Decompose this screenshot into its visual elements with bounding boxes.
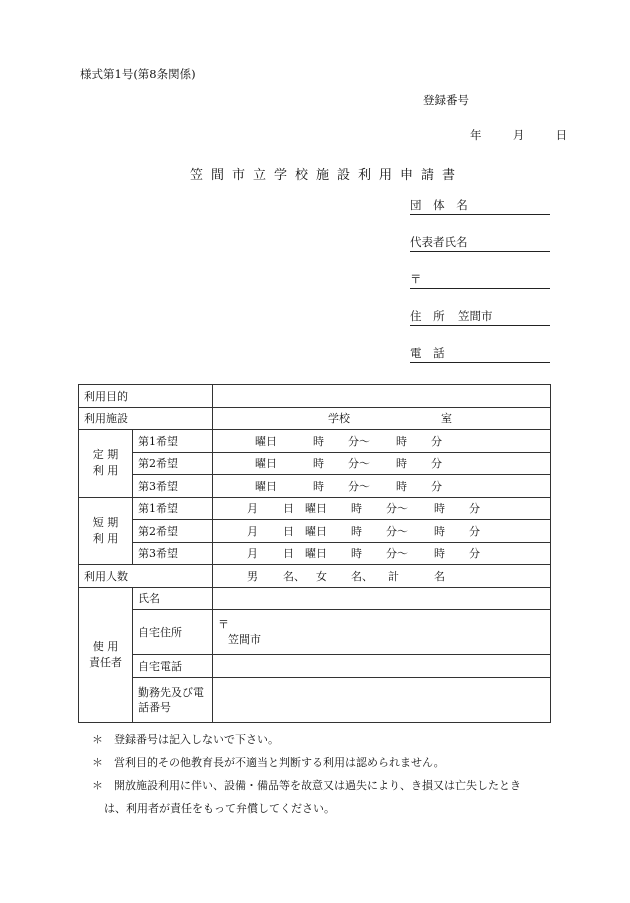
phone-field[interactable] xyxy=(410,348,550,363)
male-label: 男 xyxy=(247,569,258,583)
day-unit: 日 xyxy=(283,502,294,516)
minute-from-unit: 分～ xyxy=(348,434,370,448)
regular-pref2-label: 第2希望 xyxy=(133,452,213,475)
minute-unit: 分 xyxy=(431,457,442,471)
home-city: 笠間市 xyxy=(228,633,261,646)
date-day: 日 xyxy=(555,128,568,142)
hour-unit: 時 xyxy=(351,524,362,538)
weekday-unit: 曜日 xyxy=(305,547,327,561)
minute-from-unit: 分～ xyxy=(386,502,408,516)
date-year: 年 xyxy=(470,128,482,142)
hour-unit: 時 xyxy=(396,457,407,471)
facility-input[interactable] xyxy=(213,407,551,430)
weekday-unit: 曜日 xyxy=(255,434,277,448)
group-name-label: 団 体 名 xyxy=(410,198,472,212)
asterisk: ＊ xyxy=(92,779,103,792)
form-code: 様式第1号(第8条関係) xyxy=(80,67,196,81)
minute-unit: 分 xyxy=(469,502,480,516)
persons-unit: 名、 xyxy=(283,569,305,583)
responsible-person-label: 使 用 責任者 xyxy=(79,587,133,722)
workplace-phone-input[interactable] xyxy=(213,677,551,722)
day-unit: 日 xyxy=(283,524,294,538)
home-postal-mark: 〒 xyxy=(218,618,229,631)
note-text: 開放施設利用に伴い、設備・備品等を故意又は過失により、き損又は亡失したとき xyxy=(114,779,521,792)
home-phone-label: 自宅電話 xyxy=(133,655,213,678)
regular-pref1-input[interactable] xyxy=(213,430,551,453)
weekday-unit: 曜日 xyxy=(305,524,327,538)
hour-unit: 時 xyxy=(396,434,407,448)
persons-unit: 名、 xyxy=(351,569,373,583)
purpose-label: 利用目的 xyxy=(79,385,213,408)
representative-name-label: 代表者氏名 xyxy=(410,235,468,249)
minute-unit: 分 xyxy=(431,434,442,448)
purpose-input[interactable] xyxy=(213,385,551,408)
short-term-use-label: 短 期 利 用 xyxy=(79,497,133,565)
total-label: 計 xyxy=(388,569,399,583)
day-unit: 日 xyxy=(283,547,294,561)
month-unit: 月 xyxy=(247,524,258,538)
note-item xyxy=(92,751,562,774)
note-item xyxy=(92,774,562,797)
weekday-unit: 曜日 xyxy=(255,457,277,471)
regular-use-label: 定 期 利 用 xyxy=(79,430,133,498)
registration-number-label: 登録番号 xyxy=(423,93,469,107)
hour-unit: 時 xyxy=(313,457,324,471)
facility-school: 学校 xyxy=(328,412,350,426)
weekday-unit: 曜日 xyxy=(305,502,327,516)
representative-name-field[interactable] xyxy=(410,237,550,252)
note-text: 営利目的その他教育長が不適当と判断する利用は認められません。 xyxy=(114,756,445,769)
regular-pref2-input[interactable] xyxy=(213,452,551,475)
female-label: 女 xyxy=(316,569,327,583)
group-name-field[interactable] xyxy=(410,200,550,215)
short-pref2-input[interactable] xyxy=(213,520,551,543)
notes xyxy=(92,728,562,820)
address-field[interactable] xyxy=(410,311,550,326)
short-pref3-input[interactable] xyxy=(213,542,551,565)
minute-unit: 分 xyxy=(431,479,442,493)
hour-unit: 時 xyxy=(351,547,362,561)
page-title: 笠間市立学校施設利用申請書 xyxy=(190,168,464,183)
weekday-unit: 曜日 xyxy=(255,479,277,493)
regular-pref1-label: 第1希望 xyxy=(133,430,213,453)
hour-unit: 時 xyxy=(351,502,362,516)
postal-code-field[interactable] xyxy=(410,274,550,289)
note-item xyxy=(92,728,562,751)
postal-mark: 〒 xyxy=(410,272,422,286)
user-count-input[interactable] xyxy=(213,565,551,588)
short-pref2-label: 第2希望 xyxy=(133,520,213,543)
home-address-label: 自宅住所 xyxy=(133,610,213,655)
hour-unit: 時 xyxy=(313,434,324,448)
regular-pref3-input[interactable] xyxy=(213,475,551,498)
note-continuation: は、利用者が責任をもって弁償してください。 xyxy=(104,802,335,815)
hour-unit: 時 xyxy=(434,547,445,561)
facility-label: 利用施設 xyxy=(79,407,213,430)
phone-label: 電 話 xyxy=(410,346,449,360)
hour-unit: 時 xyxy=(313,479,324,493)
month-unit: 月 xyxy=(247,502,258,516)
short-pref3-label: 第3希望 xyxy=(133,542,213,565)
minute-from-unit: 分～ xyxy=(348,457,370,471)
minute-unit: 分 xyxy=(469,547,480,561)
facility-room: 室 xyxy=(441,412,452,426)
hour-unit: 時 xyxy=(434,502,445,516)
resp-name-input[interactable] xyxy=(213,587,551,610)
resp-name-label: 氏名 xyxy=(133,587,213,610)
user-count-label: 利用人数 xyxy=(79,565,213,588)
minute-unit: 分 xyxy=(469,524,480,538)
address-value: 笠間市 xyxy=(458,309,493,323)
date-month: 月 xyxy=(512,128,525,142)
date-row xyxy=(470,127,567,143)
hour-unit: 時 xyxy=(434,524,445,538)
home-address-input[interactable] xyxy=(213,610,551,655)
application-table xyxy=(78,384,551,723)
minute-from-unit: 分～ xyxy=(386,524,408,538)
hour-unit: 時 xyxy=(396,479,407,493)
minute-from-unit: 分～ xyxy=(386,547,408,561)
short-pref1-input[interactable] xyxy=(213,497,551,520)
asterisk: ＊ xyxy=(92,756,103,769)
asterisk: ＊ xyxy=(92,733,103,746)
address-label: 住 所 xyxy=(410,309,449,323)
home-phone-input[interactable] xyxy=(213,655,551,678)
minute-from-unit: 分～ xyxy=(348,479,370,493)
workplace-phone-label: 勤務先及び電 話番号 xyxy=(133,677,213,722)
month-unit: 月 xyxy=(247,547,258,561)
regular-pref3-label: 第3希望 xyxy=(133,475,213,498)
short-pref1-label: 第1希望 xyxy=(133,497,213,520)
note-text: 登録番号は記入しないで下さい。 xyxy=(114,733,279,746)
persons-unit: 名 xyxy=(434,569,445,583)
